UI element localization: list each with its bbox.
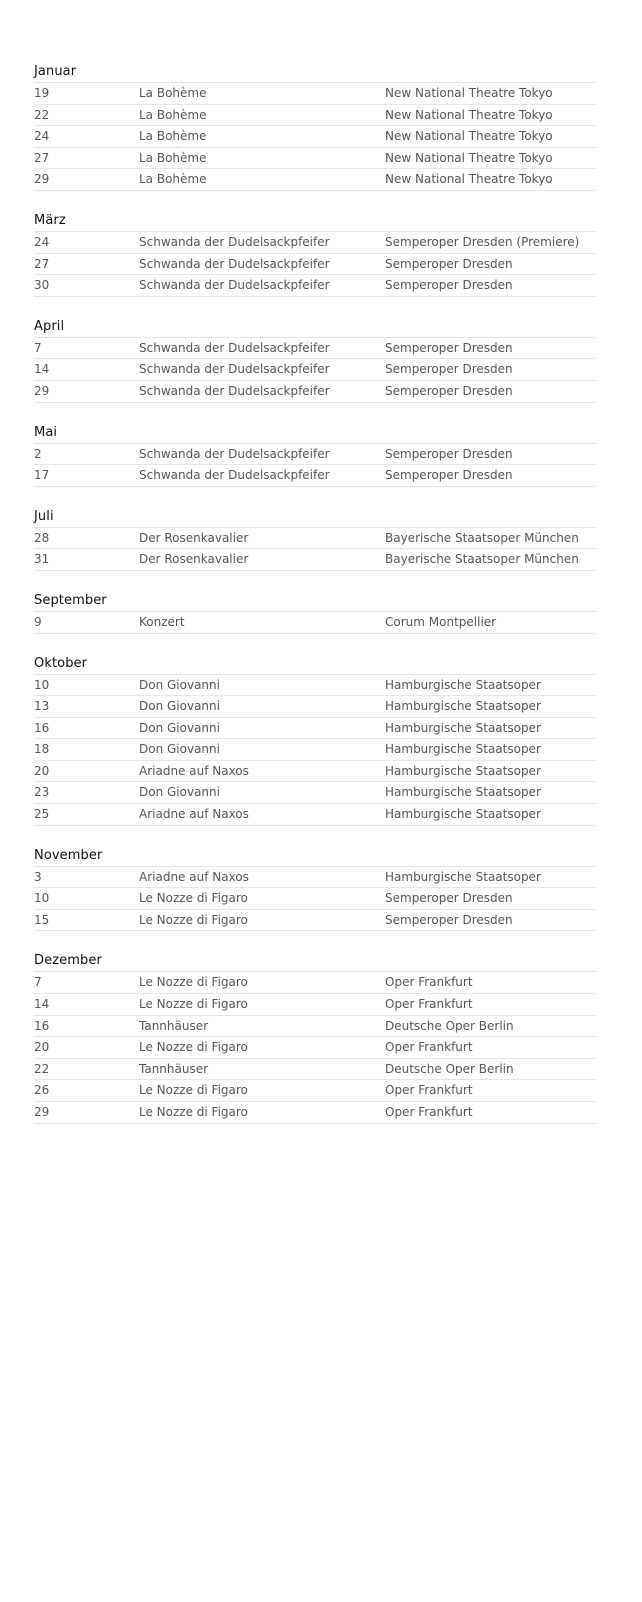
performance-work: Schwanda der Dudelsackpfeifer — [139, 256, 330, 271]
schedule-row — [34, 972, 596, 994]
performance-day: 27 — [34, 256, 50, 271]
schedule-row — [34, 148, 596, 170]
performance-venue: Hamburgische Staatsoper — [385, 785, 541, 800]
performance-work: Schwanda der Dudelsackpfeifer — [139, 234, 330, 249]
performance-work: Schwanda der Dudelsackpfeifer — [139, 278, 330, 293]
schedule-row — [34, 126, 596, 148]
performance-venue: Hamburgische Staatsoper — [385, 869, 541, 884]
schedule-row — [34, 675, 596, 697]
performance-work: La Bohème — [139, 172, 207, 187]
performance-venue: Bayerische Staatsoper München — [385, 530, 579, 545]
performance-venue: Oper Frankfurt — [385, 997, 473, 1012]
month-section — [34, 424, 596, 487]
performance-venue: Semperoper Dresden — [385, 256, 513, 271]
performance-work: Le Nozze di Figaro — [139, 912, 248, 927]
performance-day: 19 — [34, 86, 50, 100]
performance-day: 10 — [34, 677, 50, 692]
performance-venue: Hamburgische Staatsoper — [385, 720, 541, 735]
schedule-row — [34, 761, 596, 783]
performance-day: 29 — [34, 383, 50, 398]
performance-work: Der Rosenkavalier — [139, 530, 249, 545]
performance-work: La Bohème — [139, 86, 207, 100]
month-heading: Juli — [34, 508, 596, 528]
performance-work: Ariadne auf Naxos — [139, 807, 249, 822]
performance-venue: Semperoper Dresden — [385, 891, 513, 906]
performance-day: 20 — [34, 763, 50, 778]
performance-day: 7 — [34, 340, 42, 355]
performance-venue: Semperoper Dresden — [385, 362, 513, 377]
performance-venue: New National Theatre Tokyo — [385, 86, 553, 100]
schedule-row — [34, 888, 596, 910]
month-section — [34, 508, 596, 571]
schedule-row — [34, 718, 596, 740]
performance-work: Don Giovanni — [139, 742, 220, 757]
performance-venue: Semperoper Dresden — [385, 912, 513, 927]
performance-work: Schwanda der Dudelsackpfeifer — [139, 340, 330, 355]
performance-day: 29 — [34, 1105, 50, 1119]
performance-work: Tannhäuser — [139, 1018, 209, 1033]
performance-venue: Hamburgische Staatsoper — [385, 742, 541, 757]
performance-venue: Corum Montpellier — [385, 614, 497, 629]
schedule-row — [34, 782, 596, 804]
schedule-row — [34, 910, 596, 932]
performance-work: Schwanda der Dudelsackpfeifer — [139, 468, 330, 483]
performance-work: Don Giovanni — [139, 720, 220, 735]
performance-venue: Bayerische Staatsoper München — [385, 552, 579, 567]
performance-venue: Oper Frankfurt — [385, 975, 473, 990]
schedule-row — [34, 696, 596, 718]
performance-schedule — [34, 63, 596, 1145]
month-heading: Mai — [34, 424, 596, 444]
month-section — [34, 63, 596, 191]
performance-venue: New National Theatre Tokyo — [385, 129, 553, 144]
schedule-row — [34, 444, 596, 466]
month-heading: September — [34, 592, 596, 612]
schedule-row — [34, 83, 596, 105]
performance-venue: Semperoper Dresden — [385, 278, 513, 293]
performance-work: Ariadne auf Naxos — [139, 869, 249, 884]
schedule-row — [34, 465, 596, 487]
performance-day: 27 — [34, 150, 50, 165]
schedule-row — [34, 105, 596, 127]
performance-day: 24 — [34, 234, 50, 249]
performance-day: 31 — [34, 552, 50, 567]
performance-venue: Oper Frankfurt — [385, 1040, 473, 1055]
performance-venue: Deutsche Oper Berlin — [385, 1061, 514, 1076]
schedule-row — [34, 994, 596, 1016]
performance-venue: Semperoper Dresden — [385, 340, 513, 355]
performance-day: 22 — [34, 107, 50, 122]
performance-work: Schwanda der Dudelsackpfeifer — [139, 446, 330, 461]
performance-work: La Bohème — [139, 107, 207, 122]
schedule-row — [34, 549, 596, 571]
schedule-row — [34, 359, 596, 381]
month-section — [34, 952, 596, 1123]
performance-work: La Bohème — [139, 129, 207, 144]
performance-work: Schwanda der Dudelsackpfeifer — [139, 362, 330, 377]
performance-work: Ariadne auf Naxos — [139, 763, 249, 778]
performance-venue: Semperoper Dresden — [385, 468, 513, 483]
performance-day: 7 — [34, 975, 42, 990]
schedule-row — [34, 232, 596, 254]
performance-work: Le Nozze di Figaro — [139, 891, 248, 906]
performance-venue: Deutsche Oper Berlin — [385, 1018, 514, 1033]
performance-day: 26 — [34, 1083, 50, 1098]
schedule-row — [34, 612, 596, 634]
month-heading: November — [34, 847, 596, 867]
performance-venue: Semperoper Dresden — [385, 446, 513, 461]
performance-day: 16 — [34, 1018, 50, 1033]
performance-day: 28 — [34, 530, 50, 545]
performance-day: 20 — [34, 1040, 50, 1055]
performance-work: Le Nozze di Figaro — [139, 997, 248, 1012]
performance-venue: Hamburgische Staatsoper — [385, 699, 541, 714]
month-section — [34, 212, 596, 297]
performance-day: 10 — [34, 891, 50, 906]
performance-day: 15 — [34, 912, 50, 927]
performance-venue: Oper Frankfurt — [385, 1105, 473, 1119]
performance-work: Don Giovanni — [139, 677, 220, 692]
performance-venue: Hamburgische Staatsoper — [385, 763, 541, 778]
performance-work: La Bohème — [139, 150, 207, 165]
performance-venue: Hamburgische Staatsoper — [385, 807, 541, 822]
performance-day: 14 — [34, 362, 50, 377]
performance-work: Don Giovanni — [139, 785, 220, 800]
month-heading: Oktober — [34, 655, 596, 675]
performance-venue: New National Theatre Tokyo — [385, 150, 553, 165]
schedule-row — [34, 867, 596, 889]
performance-venue: Semperoper Dresden (Premiere) — [385, 234, 580, 249]
month-heading: Dezember — [34, 952, 596, 972]
performance-work: Le Nozze di Figaro — [139, 1040, 248, 1055]
month-heading: Januar — [34, 63, 596, 83]
performance-day: 22 — [34, 1061, 50, 1076]
month-section — [34, 318, 596, 403]
performance-day: 9 — [34, 614, 42, 629]
performance-venue: Semperoper Dresden — [385, 383, 513, 398]
performance-day: 18 — [34, 742, 50, 757]
performance-day: 14 — [34, 997, 50, 1012]
performance-work: Konzert — [139, 614, 185, 629]
performance-work: Le Nozze di Figaro — [139, 1105, 248, 1119]
performance-day: 3 — [34, 869, 42, 884]
performance-day: 13 — [34, 699, 50, 714]
schedule-row — [34, 1080, 596, 1102]
month-section — [34, 847, 596, 932]
performance-day: 23 — [34, 785, 50, 800]
schedule-row — [34, 275, 596, 297]
performance-work: Don Giovanni — [139, 699, 220, 714]
month-section — [34, 592, 596, 634]
performance-day: 24 — [34, 129, 50, 144]
month-section — [34, 655, 596, 826]
performance-venue: Hamburgische Staatsoper — [385, 677, 541, 692]
schedule-row — [34, 169, 596, 191]
performance-work: Tannhäuser — [139, 1061, 209, 1076]
performance-day: 17 — [34, 468, 50, 483]
performance-day: 16 — [34, 720, 50, 735]
performance-day: 30 — [34, 278, 50, 293]
performance-work: Le Nozze di Figaro — [139, 1083, 248, 1098]
month-heading: März — [34, 212, 596, 232]
performance-work: Schwanda der Dudelsackpfeifer — [139, 383, 330, 398]
schedule-row — [34, 1102, 596, 1124]
performance-venue: New National Theatre Tokyo — [385, 107, 553, 122]
schedule-row — [34, 254, 596, 276]
performance-day: 29 — [34, 172, 50, 187]
month-heading: April — [34, 318, 596, 338]
schedule-row — [34, 1037, 596, 1059]
schedule-row — [34, 804, 596, 826]
schedule-row — [34, 739, 596, 761]
schedule-row — [34, 528, 596, 550]
performance-day: 2 — [34, 446, 42, 461]
schedule-row — [34, 1016, 596, 1038]
performance-work: Der Rosenkavalier — [139, 552, 249, 567]
performance-work: Le Nozze di Figaro — [139, 975, 248, 990]
schedule-row — [34, 381, 596, 403]
performance-day: 25 — [34, 807, 50, 822]
schedule-row — [34, 1059, 596, 1081]
schedule-row — [34, 338, 596, 360]
performance-venue: New National Theatre Tokyo — [385, 172, 553, 187]
performance-venue: Oper Frankfurt — [385, 1083, 473, 1098]
